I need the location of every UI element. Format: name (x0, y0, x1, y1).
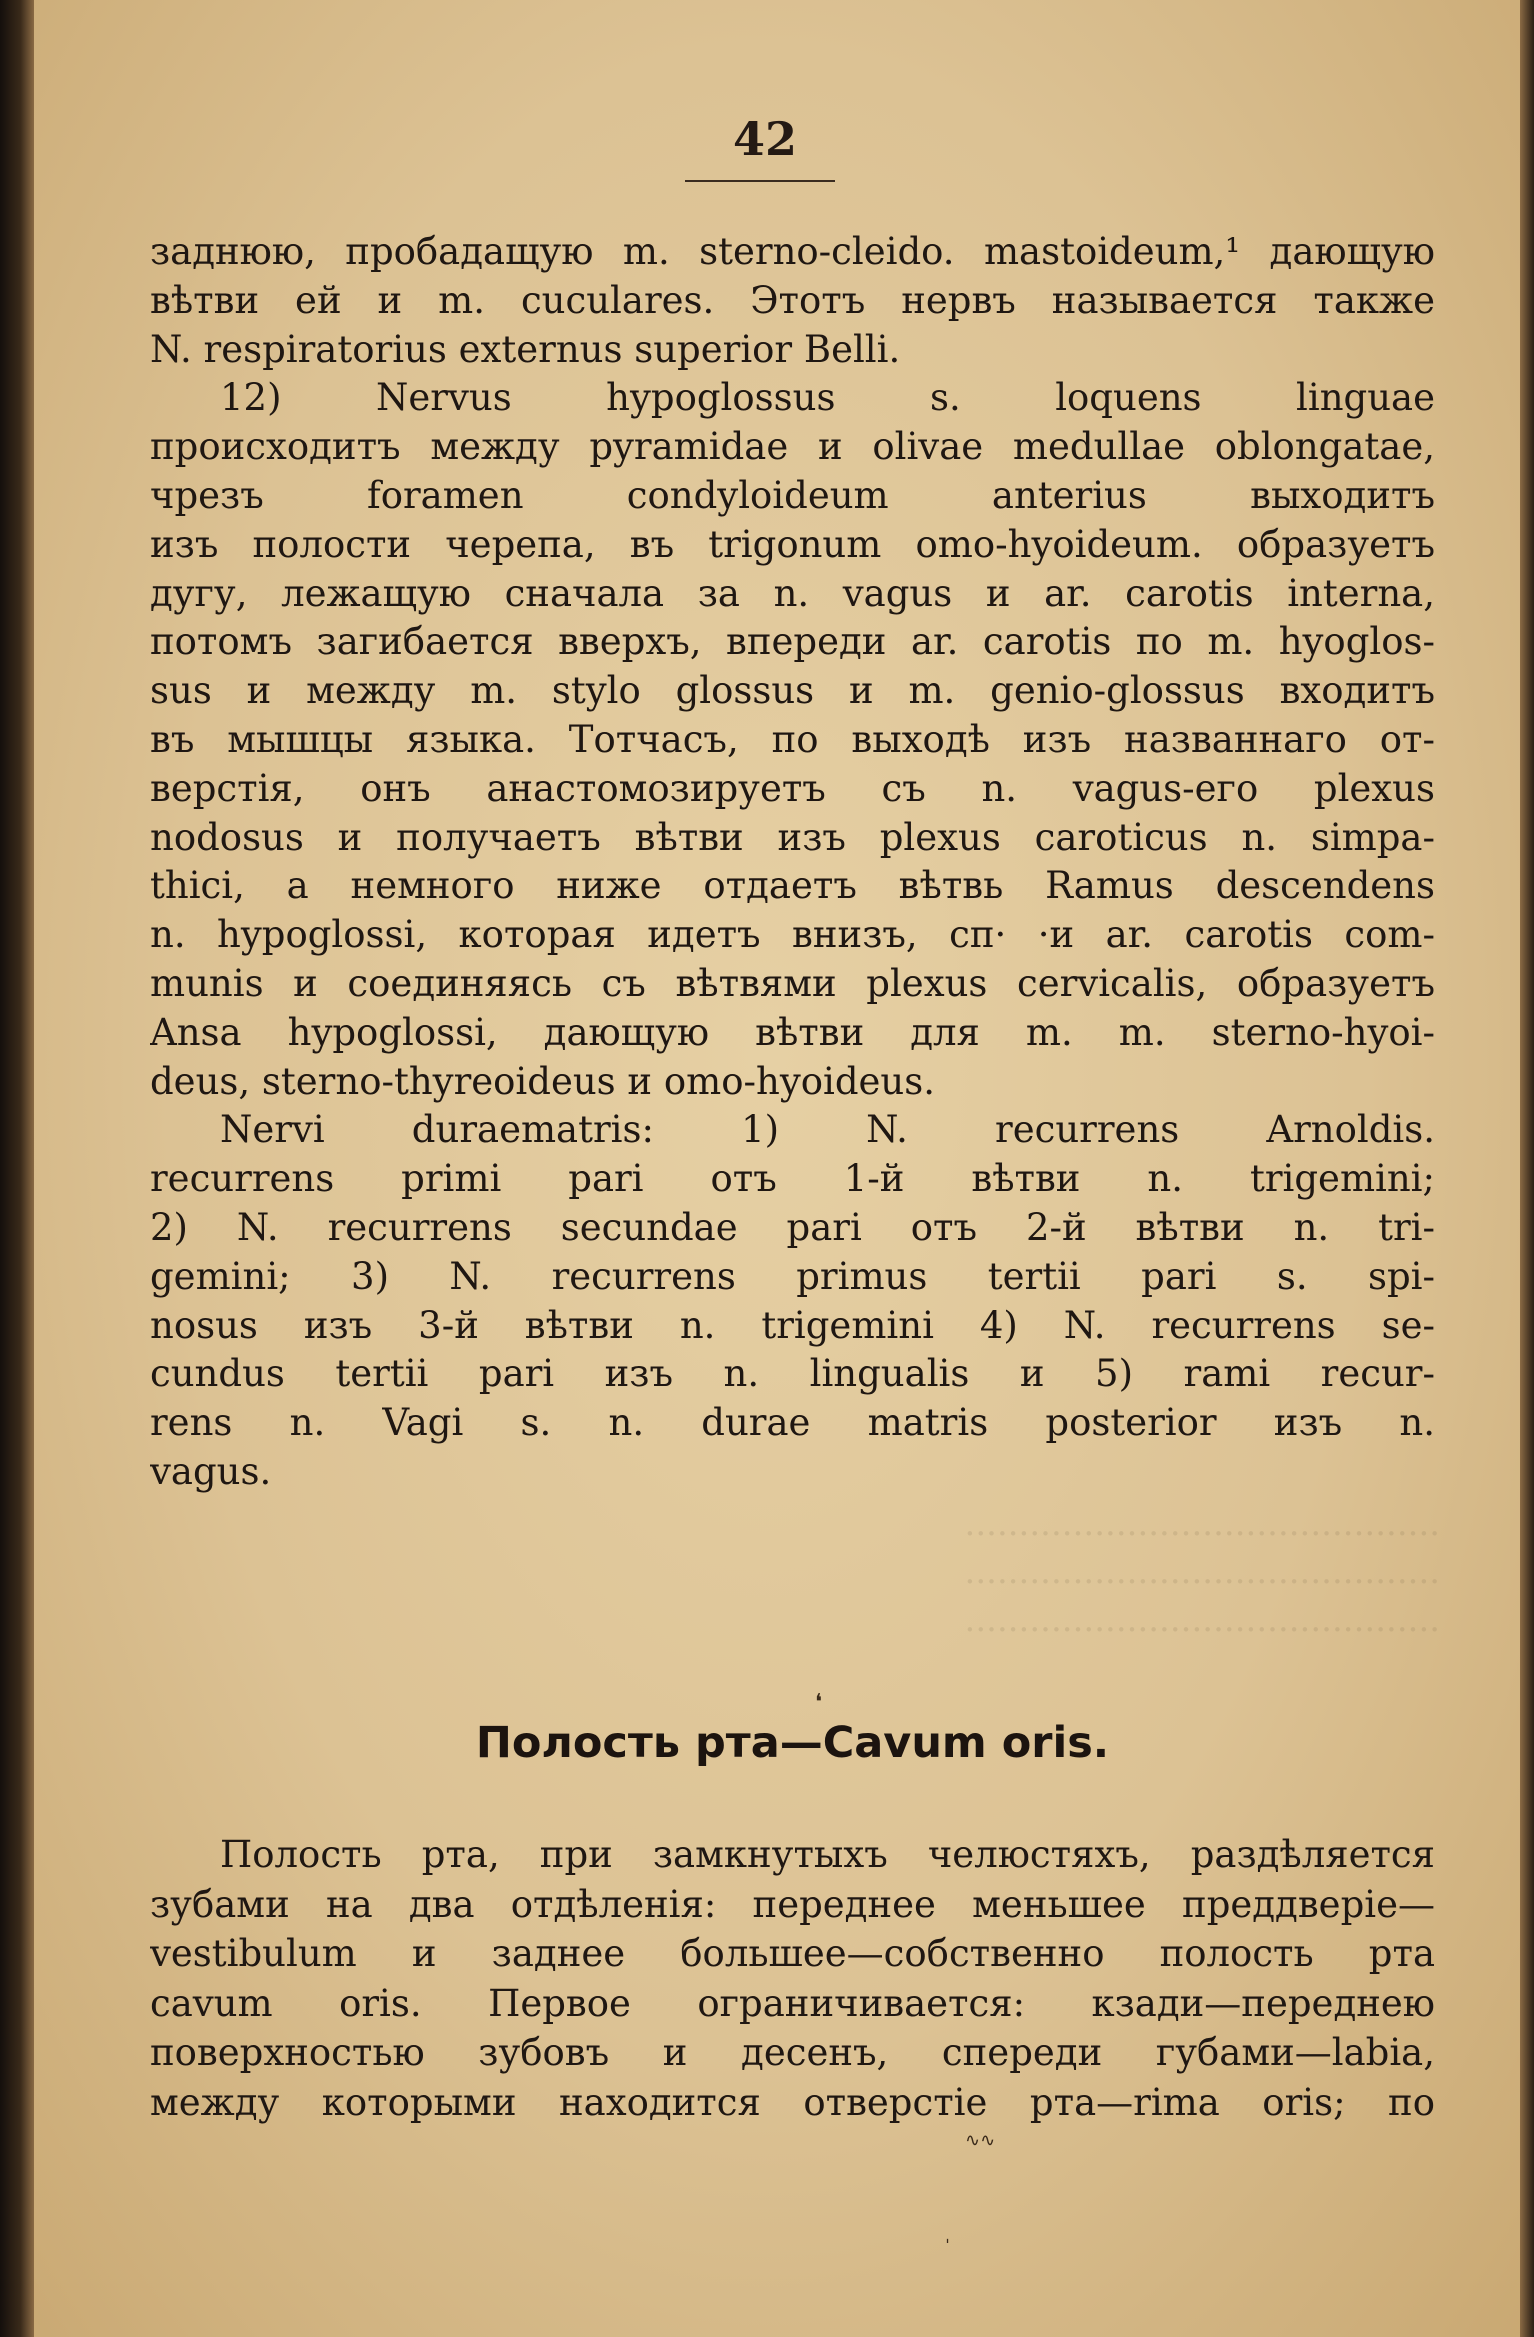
text-line: 2) N. recurrens secundae pari отъ 2-й вѣтви n. tri- (150, 1205, 1435, 1249)
text-line: vestibulum и заднее большее—собственно полость рта (150, 1932, 1435, 1975)
text-line: n. hypoglossi, которая идетъ внизъ, сп· ·и ar. carotis com- (150, 913, 1435, 957)
text-line: зубами на два отдѣленія: переднее меньшее преддверіе— (150, 1882, 1435, 1926)
ink-speck: ❛ (815, 1690, 823, 1715)
text-line: cavum oris. Первое ограничивается: кзади—переднею (150, 1981, 1435, 2025)
section-heading: Полость рта—Cavum oris. (475, 1718, 1110, 1768)
text-line: Nervi duraematris: 1) N. recurrens Arnoldis. (220, 1108, 1435, 1152)
text-line: vagus. (150, 1449, 272, 1493)
text-line: поверхностью зубовъ и десенъ, спереди губами—labia, (150, 2031, 1435, 2074)
bleed-through-text: ············································ ············································ ············································ (964, 1514, 1440, 1650)
text-line: чрезъ foramen condyloideum anterius выходитъ (150, 473, 1435, 517)
text-line: recurrens primi pari отъ 1-й вѣтви n. trigemini; (150, 1157, 1435, 1201)
text-line: верстія, онъ анастомозируетъ съ n. vagus-его plexus (150, 766, 1435, 810)
text-line: sus и между m. stylo glossus и m. genio-glossus входитъ (150, 669, 1435, 713)
text-line: заднюю, пробадащую m. sterno-cleido. mastoideum,¹ дающую (150, 230, 1435, 273)
section-paragraph (150, 1830, 1435, 2127)
text-line: вѣтви ей и m. cuculares. Этотъ нервъ называется также (150, 278, 1435, 322)
text-line: дугу, лежащую сначала за n. vagus и ar. carotis interna, (150, 571, 1435, 615)
text-line: cundus tertii pari изъ n. lingualis и 5) rami recur- (150, 1352, 1435, 1396)
text-line: Полость рта, при замкнутыхъ челюстяхъ, раздѣляется (220, 1833, 1435, 1876)
ink-speck: ˌ (945, 2225, 950, 2246)
text-line: 12) Nervus hypoglossus s. loquens linguae (220, 376, 1435, 420)
text-line: rens n. Vagi s. n. durae matris posterior изъ n. (150, 1401, 1435, 1445)
page-binding-shadow (0, 0, 34, 2337)
text-line: N. respiratorius externus superior Belli. (150, 327, 901, 371)
text-line: gemini; 3) N. recurrens primus tertii pari s. spi- (150, 1254, 1435, 1298)
text-line: въ мышцы языка. Тотчасъ, по выходѣ изъ названнаго от- (150, 717, 1435, 761)
text-line: thici, а немного ниже отдаетъ вѣтвь Ramus descendens (150, 864, 1435, 908)
page-number-rule (685, 180, 835, 182)
text-line: потомъ загибается вверхъ, впереди ar. carotis по m. hyoglos- (150, 620, 1435, 664)
text-line: deus, sterno-thyreoideus и omo-hyoideus. (150, 1059, 935, 1103)
text-line: nosus изъ 3-й вѣтви n. trigemini 4) N. recurrens se- (150, 1303, 1435, 1347)
ink-speck: ∿∿ (965, 2130, 996, 2151)
main-paragraphs (150, 228, 1435, 1497)
page-number: 42 (732, 112, 797, 166)
text-line: происходитъ между pyramidae и olivae medullae oblongatae, (150, 425, 1435, 469)
text-line: nodosus и получаетъ вѣтви изъ plexus caroticus n. simpa- (150, 815, 1435, 859)
page-right-edge (1520, 0, 1534, 2337)
text-line: изъ полости черепа, въ trigonum omo-hyoideum. образуетъ (150, 522, 1435, 566)
text-line: между которыми находится отверстіе рта—rima oris; по (150, 2080, 1435, 2124)
text-line: Ansa hypoglossi, дающую вѣтви для m. m. sterno-hyoi- (150, 1010, 1435, 1054)
text-line: munis и соединяясь съ вѣтвями plexus cervicalis, образуетъ (150, 961, 1435, 1005)
